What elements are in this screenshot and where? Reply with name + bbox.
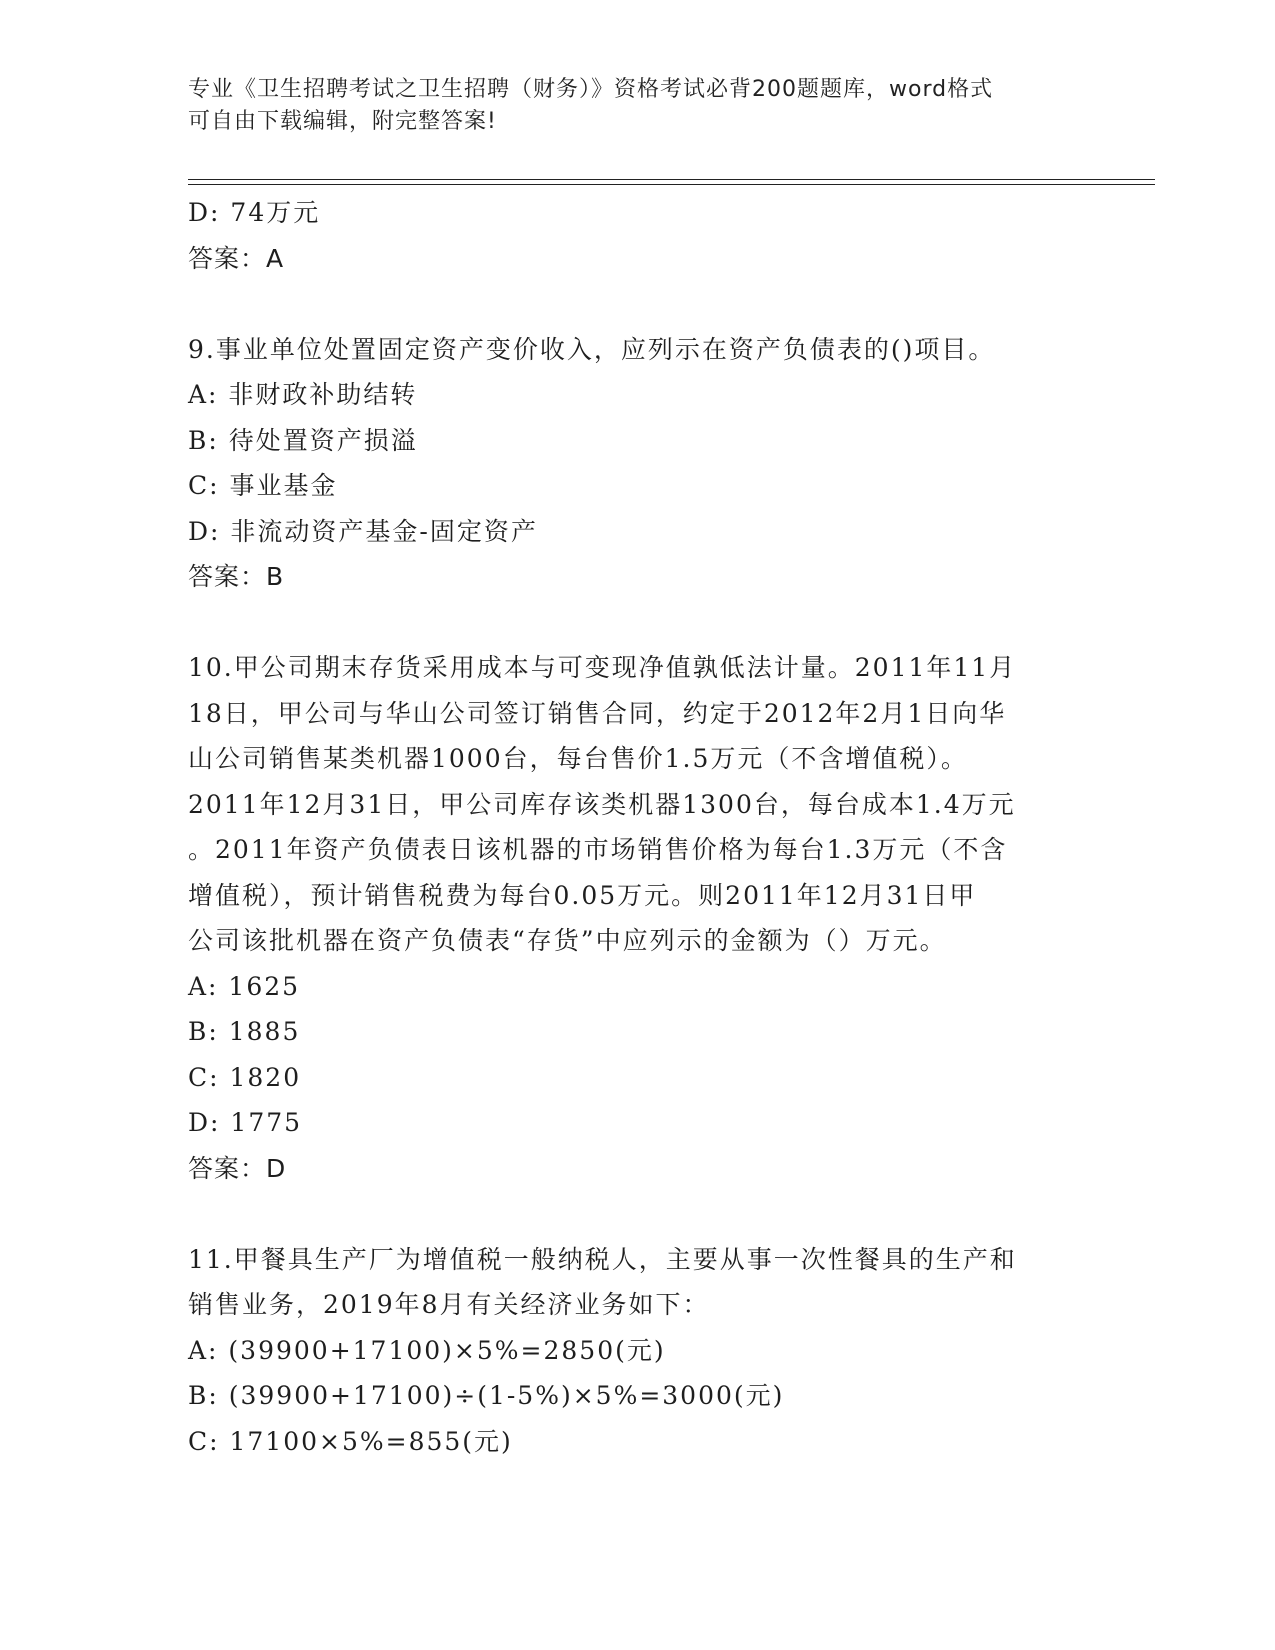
question-11-text xyxy=(188,1237,1088,1328)
option-b: B: (39900+17100)÷(1-5%)×5%=3000(元) xyxy=(188,1381,785,1410)
header-divider-top xyxy=(188,179,1155,180)
option-d: D: 非流动资产基金-固定资产 xyxy=(188,516,538,546)
question-text-line: 11.甲餐具生产厂为增值税一般纳税人，主要从事一次性餐具的生产和 xyxy=(188,1244,1017,1274)
option-a: A: 非财政补助结转 xyxy=(188,380,418,409)
spacer xyxy=(188,281,1088,327)
header-title-line-1: 专业《卫生招聘考试之卫生招聘（财务）》资格考试必背200题题库，word格式 xyxy=(188,77,994,102)
header-title-line-2: 可自由下载编辑，附完整答案! xyxy=(188,109,497,134)
question-text-line: 9.事业单位处置固定资产变价收入，应列示在资产负债表的()项目。 xyxy=(188,334,996,364)
option-a: A: (39900+17100)×5%=2850(元) xyxy=(188,1335,666,1365)
question-text-line: 山公司销售某类机器1000台，每台售价1.5万元（不含增值税）。 xyxy=(188,744,968,773)
option-a: A: 1625 xyxy=(188,971,301,1001)
option-c: C: 17100×5%=855(元) xyxy=(188,1426,513,1456)
answer-label: 答案：D xyxy=(188,1153,287,1183)
spacer xyxy=(188,1191,1088,1237)
question-text-line: 。2011年资产负债表日该机器的市场销售价格为每台1.3万元（不含 xyxy=(188,835,1008,864)
header-divider-bottom xyxy=(188,184,1155,185)
question-text-line: 18日，甲公司与华山公司签订销售合同，约定于2012年2月1日向华 xyxy=(188,698,1007,728)
option-d: D: 1775 xyxy=(188,1108,303,1137)
question-content xyxy=(188,190,1088,1464)
question-text-line: 销售业务，2019年8月有关经济业务如下： xyxy=(188,1290,710,1319)
question-9-text xyxy=(188,327,1088,373)
answer-label: 答案：A xyxy=(188,243,285,273)
question-text-line: 增值税），预计销售税费为每台0.05万元。则2011年12月31日甲 xyxy=(188,880,977,910)
option-b: B: 待处置资产损溢 xyxy=(188,425,418,455)
spacer xyxy=(188,600,1088,646)
option-c: C: 1820 xyxy=(188,1062,302,1092)
answer-label: 答案：B xyxy=(188,562,285,591)
question-10-text xyxy=(188,645,1088,964)
option-d: D: 74万元 xyxy=(188,198,321,227)
option-c: C: 事业基金 xyxy=(188,471,338,500)
question-text-line: 2011年12月31日，甲公司库存该类机器1300台，每台成本1.4万元 xyxy=(188,789,1016,819)
question-text-line: 公司该批机器在资产负债表“存货”中应列示的金额为（）万元。 xyxy=(188,926,947,955)
option-b: B: 1885 xyxy=(188,1017,301,1046)
page-header xyxy=(188,74,1068,138)
question-text-line: 10.甲公司期末存货采用成本与可变现净值孰低法计量。2011年11月 xyxy=(188,653,1017,682)
